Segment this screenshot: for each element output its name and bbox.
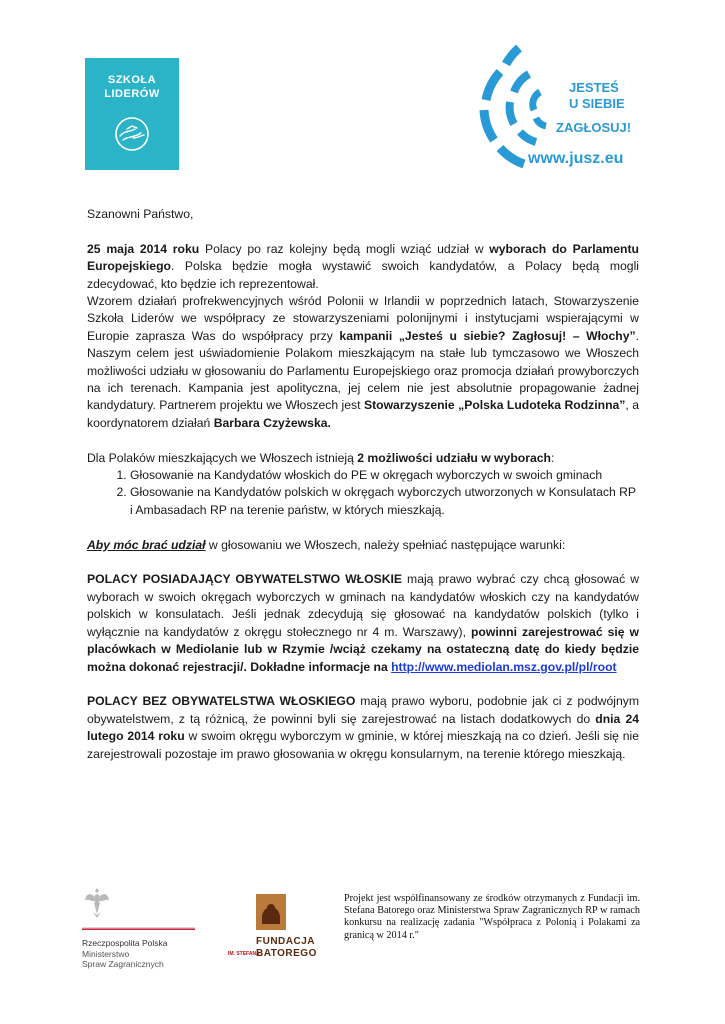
ministry-line-1: Rzeczpospolita Polska <box>82 938 168 948</box>
campaign-url: www.jusz.eu <box>528 150 624 167</box>
paragraph-campaign: Wzorem działań profrekwencyjnych wśród Polonii w Irlandii w poprzednich latach, Stowarzyszenie Szkoła Liderów we współpracy ze stowarzyszeniami polonijnymi i instytucjami wspierającymi w Europie zaprasza Was do współpracy przy kampanii „Jesteś u siebie? Zagłosuj! – Włochy”. Naszym celem jest uświadomienie Polakom mieszkającym na stałe lub tymczasowo we Włoszech możliwości udziału w głosowaniu do Parlamentu Europejskiego oraz promocja działań prowyborczych na ich terenach. Kampania jest apolityczna, jej celem nie jest absolutnie propagowanie żadnej kandydatury. Partnerem projektu we Włoszech jest Stowarzyszenie „Polska Ludoteka Rodzinna”, a koordynatorem działań Barbara Czyżewska. <box>87 294 639 430</box>
list-item: 2. Głosowanie na Kandydatów polskich w okręgach wyborczych utworzonych w Konsulatach RP i Ambasadach RP na terenie państw, w których mieszkają. <box>130 484 639 519</box>
campaign-name: kampanii „Jesteś u siebie? Zagłosuj! – Włochy” <box>339 328 636 343</box>
flag-stripe <box>82 927 195 930</box>
project-funding-note: Projekt jest współfinansowany ze środków otrzymanych z Fundacji im. Stefana Batorego oraz Ministerstwa Spraw Zagranicznych RP w ramach konkursu na realizację zadania "Współpraca z Polonią i Polakami za granicą w 2014 r." <box>344 893 640 941</box>
partner-name: Stowarzyszenie „Polska Ludoteka Rodzinna” <box>363 398 626 413</box>
paragraph-italian-citizens: POLACY POSIADAJĄCY OBYWATELSTWO WŁOSKIE mają prawo wybrać czy chcą głosować w wyborach w swoich okręgach wyborczych w gminach na kandydatów włoskich czy na kandydatów polskich w konsulatach. Jeśli jednak zdecydują się głosować na kandydatów polskich (tylko i wyłącznie na kandydatów z okręgu stołecznego nr 4 m. Warszawy), powinni zarejestrować się w placówkach w Mediolanie lub w Rzymie /wciąż czekamy na ostateczną datę do kiedy będzie można dokonać rejestracji/. Dokładne informacje na http://www.mediolan.msz.gov.pl/pl/root <box>87 572 640 674</box>
section-heading: POLACY BEZ OBYWATELSTWA WŁOSKIEGO <box>87 694 356 709</box>
campaign-line-3: ZAGŁOSUJ! <box>556 120 632 135</box>
campaign-line-1: JESTEŚ <box>569 80 619 95</box>
election-date: 25 maja 2014 roku <box>87 241 200 256</box>
campaign-line-2: U SIEBIE <box>569 96 625 111</box>
coordinator-name: Barbara Czyżewska. <box>213 415 331 430</box>
letter-body <box>87 206 639 763</box>
szkola-liderow-logo <box>85 58 179 170</box>
jestes-u-siebie-logo <box>474 42 644 172</box>
ministry-logo-text <box>82 938 168 970</box>
ministry-line-2: Ministerstwo <box>82 948 130 959</box>
section-heading: POLACY POSIADAJĄCY OBYWATELSTWO WŁOSKIE <box>87 572 403 587</box>
paragraph-conditions: Aby móc brać udział w głosowaniu we Włoszech, należy spełniać następujące warunki: <box>87 537 566 552</box>
conditions-lead: Aby móc brać udział <box>87 537 206 552</box>
fundacja-batorego-logo-icon <box>232 894 288 936</box>
fundacja-small: IM. STEFANA <box>228 951 260 957</box>
voting-options-list <box>87 467 639 519</box>
paragraph-election-date: 25 maja 2014 roku Polacy po raz kolejny będą mogli wziąć udział w wyborach do Parlamentu Europejskiego. Polska będzie mogła wystawić swoich kandydatów, a Polacy będą mogli zdecydować, kto będzie ich reprezentował. <box>87 241 639 291</box>
hands-icon <box>113 116 151 152</box>
fundacja-line-2: BATOREGO <box>256 948 317 959</box>
ministry-line-3: Spraw Zagranicznych <box>82 959 164 969</box>
msz-link[interactable]: http://www.mediolan.msz.gov.pl/pl/root <box>391 659 617 674</box>
fundacja-line-1: FUNDACJA <box>256 936 315 947</box>
salutation: Szanowni Państwo, <box>87 207 194 221</box>
paragraph-options: Dla Polaków mieszkających we Włoszech istnieją 2 możliwości udziału w wyborach: <box>87 450 555 465</box>
list-item: 1. Głosowanie na Kandydatów włoskich do PE w okręgach wyborczych w swoich gminach <box>130 467 639 484</box>
eagle-icon <box>84 886 110 920</box>
logo-line-1: SZKOŁA <box>107 74 157 86</box>
deadline-date: dnia 24 lutego 2014 roku <box>87 711 639 744</box>
paragraph-non-italian-citizens: POLACY BEZ OBYWATELSTWA WŁOSKIEGO mają prawo wyboru, podobnie jak ci z podwójnym obywatelstwem, z tą różnicą, że powinni byli się zarejestrować na listach dodatkowych do dnia 24 lutego 2014 roku w swoim okręgu wyborczym w gminie, w której mieszkają na co dzień. Jeśli się nie zarejestrowali pozostaje im prawo głosowania w okręgu konsularnym, na terenie którego mieszkają. <box>87 694 639 761</box>
logo-line-2: LIDERÓW <box>104 88 160 100</box>
